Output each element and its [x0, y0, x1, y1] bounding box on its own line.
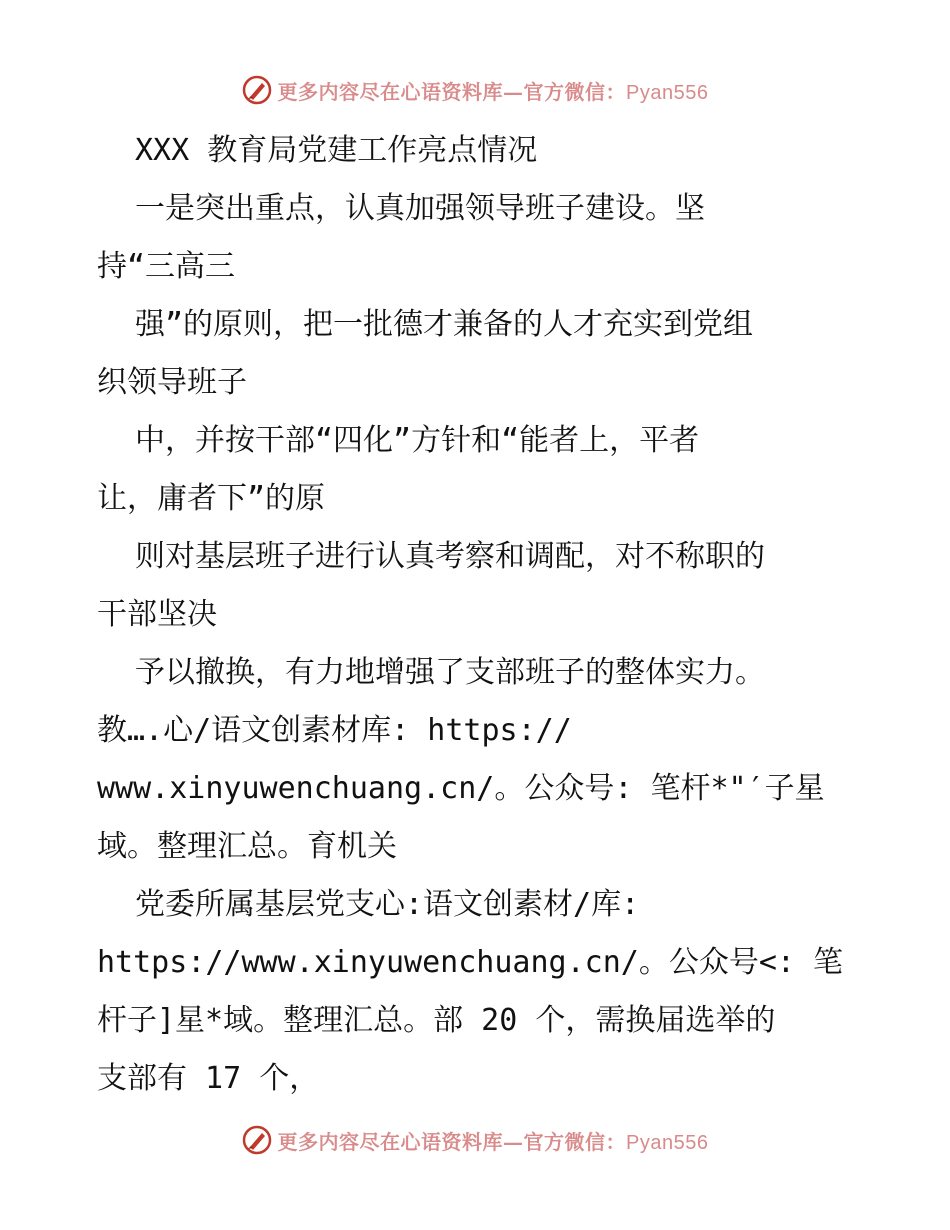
header-banner [0, 70, 950, 110]
banner-slogan: 更多内容尽在心语资料库—官方微信： [277, 79, 627, 104]
doc-line: 一是突出重点，认真加强领导班子建设。坚 [135, 191, 705, 226]
banner-slogan: 更多内容尽在心语资料库—官方微信： [277, 1129, 627, 1154]
pen-logo-icon [242, 75, 272, 105]
doc-line: 予以撤换，有力地增强了支部班子的整体实力。 [135, 655, 765, 690]
banner-wechat-id: Pyan556 [626, 1131, 709, 1154]
banner-text [278, 1126, 709, 1155]
doc-line: https://www.xinyuwenchuang.cn/。公众号<: 笔 [97, 945, 844, 980]
doc-line: 教….心/语文创素材库: https:// [97, 713, 572, 748]
doc-line: 支部有 17 个， [97, 1061, 320, 1096]
doc-line: 则对基层班子进行认真考察和调配，对不称职的 [135, 539, 765, 574]
doc-line: 干部坚决 [97, 597, 217, 632]
doc-line: XXX 教育局党建工作亮点情况 [135, 133, 538, 168]
doc-line: www.xinyuwenchuang.cn/。公众号: 笔杆*"′子星 [97, 771, 825, 806]
doc-line: 中，并按干部“四化”方针和“能者上，平者 [135, 423, 700, 458]
doc-line: 织领导班子 [97, 365, 247, 400]
doc-line: 持“三高三 [97, 249, 236, 284]
doc-line: 党委所属基层党支心:语文创素材/库: [135, 887, 640, 922]
doc-line: 强”的原则，把一批德才兼备的人才充实到党组 [135, 307, 754, 342]
doc-line: 杆子]星*域。整理汇总。部 20 个，需换届选举的 [97, 1003, 776, 1038]
footer-banner [0, 1120, 950, 1160]
document-body [97, 122, 897, 1108]
pen-logo-icon [242, 1125, 272, 1155]
banner-text [278, 76, 709, 105]
doc-line: 让，庸者下”的原 [97, 481, 326, 516]
doc-line: 域。整理汇总。育机关 [97, 829, 397, 864]
banner-wechat-id: Pyan556 [626, 81, 709, 104]
